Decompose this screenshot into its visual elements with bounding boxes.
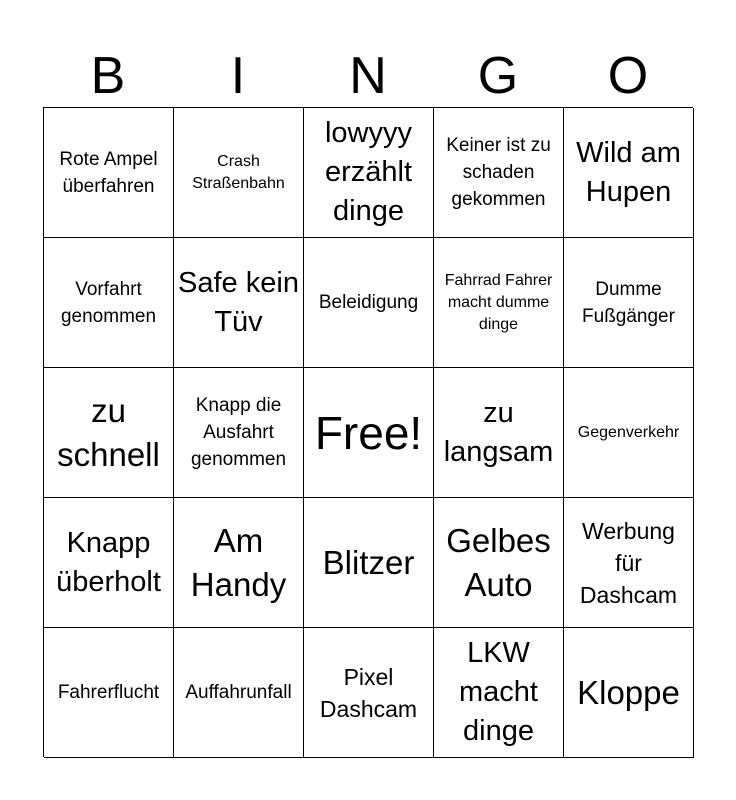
bingo-cell[interactable] <box>564 368 694 498</box>
cell-text: Blitzer <box>322 543 415 581</box>
free-cell[interactable] <box>304 368 434 498</box>
bingo-cell[interactable] <box>44 628 174 758</box>
header-letter-g: G <box>477 47 519 105</box>
cell-text: Vorfahrt genommen <box>60 278 157 327</box>
cell-text: Fahrrad Fahrer macht dumme dinge <box>444 271 553 333</box>
header-letter-i: I <box>230 47 246 105</box>
bingo-cell[interactable] <box>434 498 564 628</box>
bingo-cell[interactable] <box>564 108 694 238</box>
header-letter-o: O <box>607 47 649 105</box>
bingo-cell[interactable] <box>304 628 434 758</box>
header-letter-b: B <box>90 47 126 105</box>
bingo-cell[interactable] <box>44 238 174 368</box>
bingo-cell[interactable] <box>174 498 304 628</box>
cell-text: Wild am Hupen <box>576 136 681 208</box>
cell-text: zu schnell <box>57 391 160 473</box>
cell-text: Dumme Fußgänger <box>582 278 675 327</box>
bingo-cell[interactable] <box>304 238 434 368</box>
bingo-cell[interactable] <box>44 368 174 498</box>
cell-text: Knapp überholt <box>56 526 161 598</box>
cell-text: Beleidigung <box>318 292 419 313</box>
cell-text: Gelbes Auto <box>446 521 551 603</box>
bingo-cell[interactable] <box>434 238 564 368</box>
cell-text: Pixel Dashcam <box>319 663 418 722</box>
cell-text: zu langsam <box>443 396 554 468</box>
bingo-cell[interactable] <box>564 238 694 368</box>
cell-text: Crash Straßenbahn <box>192 152 285 192</box>
cell-text: lowyyy erzählt dinge <box>324 117 413 227</box>
cell-text: Safe kein Tüv <box>178 266 299 338</box>
bingo-cell[interactable] <box>434 628 564 758</box>
bingo-cell[interactable] <box>434 368 564 498</box>
bingo-cell[interactable] <box>564 498 694 628</box>
bingo-cell[interactable] <box>174 628 304 758</box>
cell-text: LKW macht dinge <box>459 637 538 747</box>
bingo-cell[interactable] <box>44 108 174 238</box>
cell-text: Keiner ist zu schaden gekommen <box>446 135 551 210</box>
cell-text: Rote Ampel überfahren <box>59 148 158 197</box>
cell-text: Gegenverkehr <box>577 423 680 441</box>
bingo-cell[interactable] <box>304 498 434 628</box>
cell-text: Werbung für Dashcam <box>579 517 678 608</box>
bingo-cell[interactable] <box>304 108 434 238</box>
bingo-cell[interactable] <box>174 238 304 368</box>
cell-text: Auffahrunfall <box>185 682 292 703</box>
cell-text: Fahrerflucht <box>57 682 160 703</box>
cell-text: Knapp die Ausfahrt genommen <box>190 395 287 470</box>
header-letter-n: N <box>349 47 387 105</box>
cell-text: Kloppe <box>577 673 680 711</box>
bingo-header <box>43 44 693 108</box>
bingo-cell[interactable] <box>434 108 564 238</box>
bingo-cell[interactable] <box>174 368 304 498</box>
cell-text: Free! <box>314 406 423 459</box>
bingo-grid <box>43 107 693 757</box>
bingo-cell[interactable] <box>564 628 694 758</box>
cell-text: Am Handy <box>190 521 287 603</box>
bingo-cell[interactable] <box>44 498 174 628</box>
bingo-cell[interactable] <box>174 108 304 238</box>
